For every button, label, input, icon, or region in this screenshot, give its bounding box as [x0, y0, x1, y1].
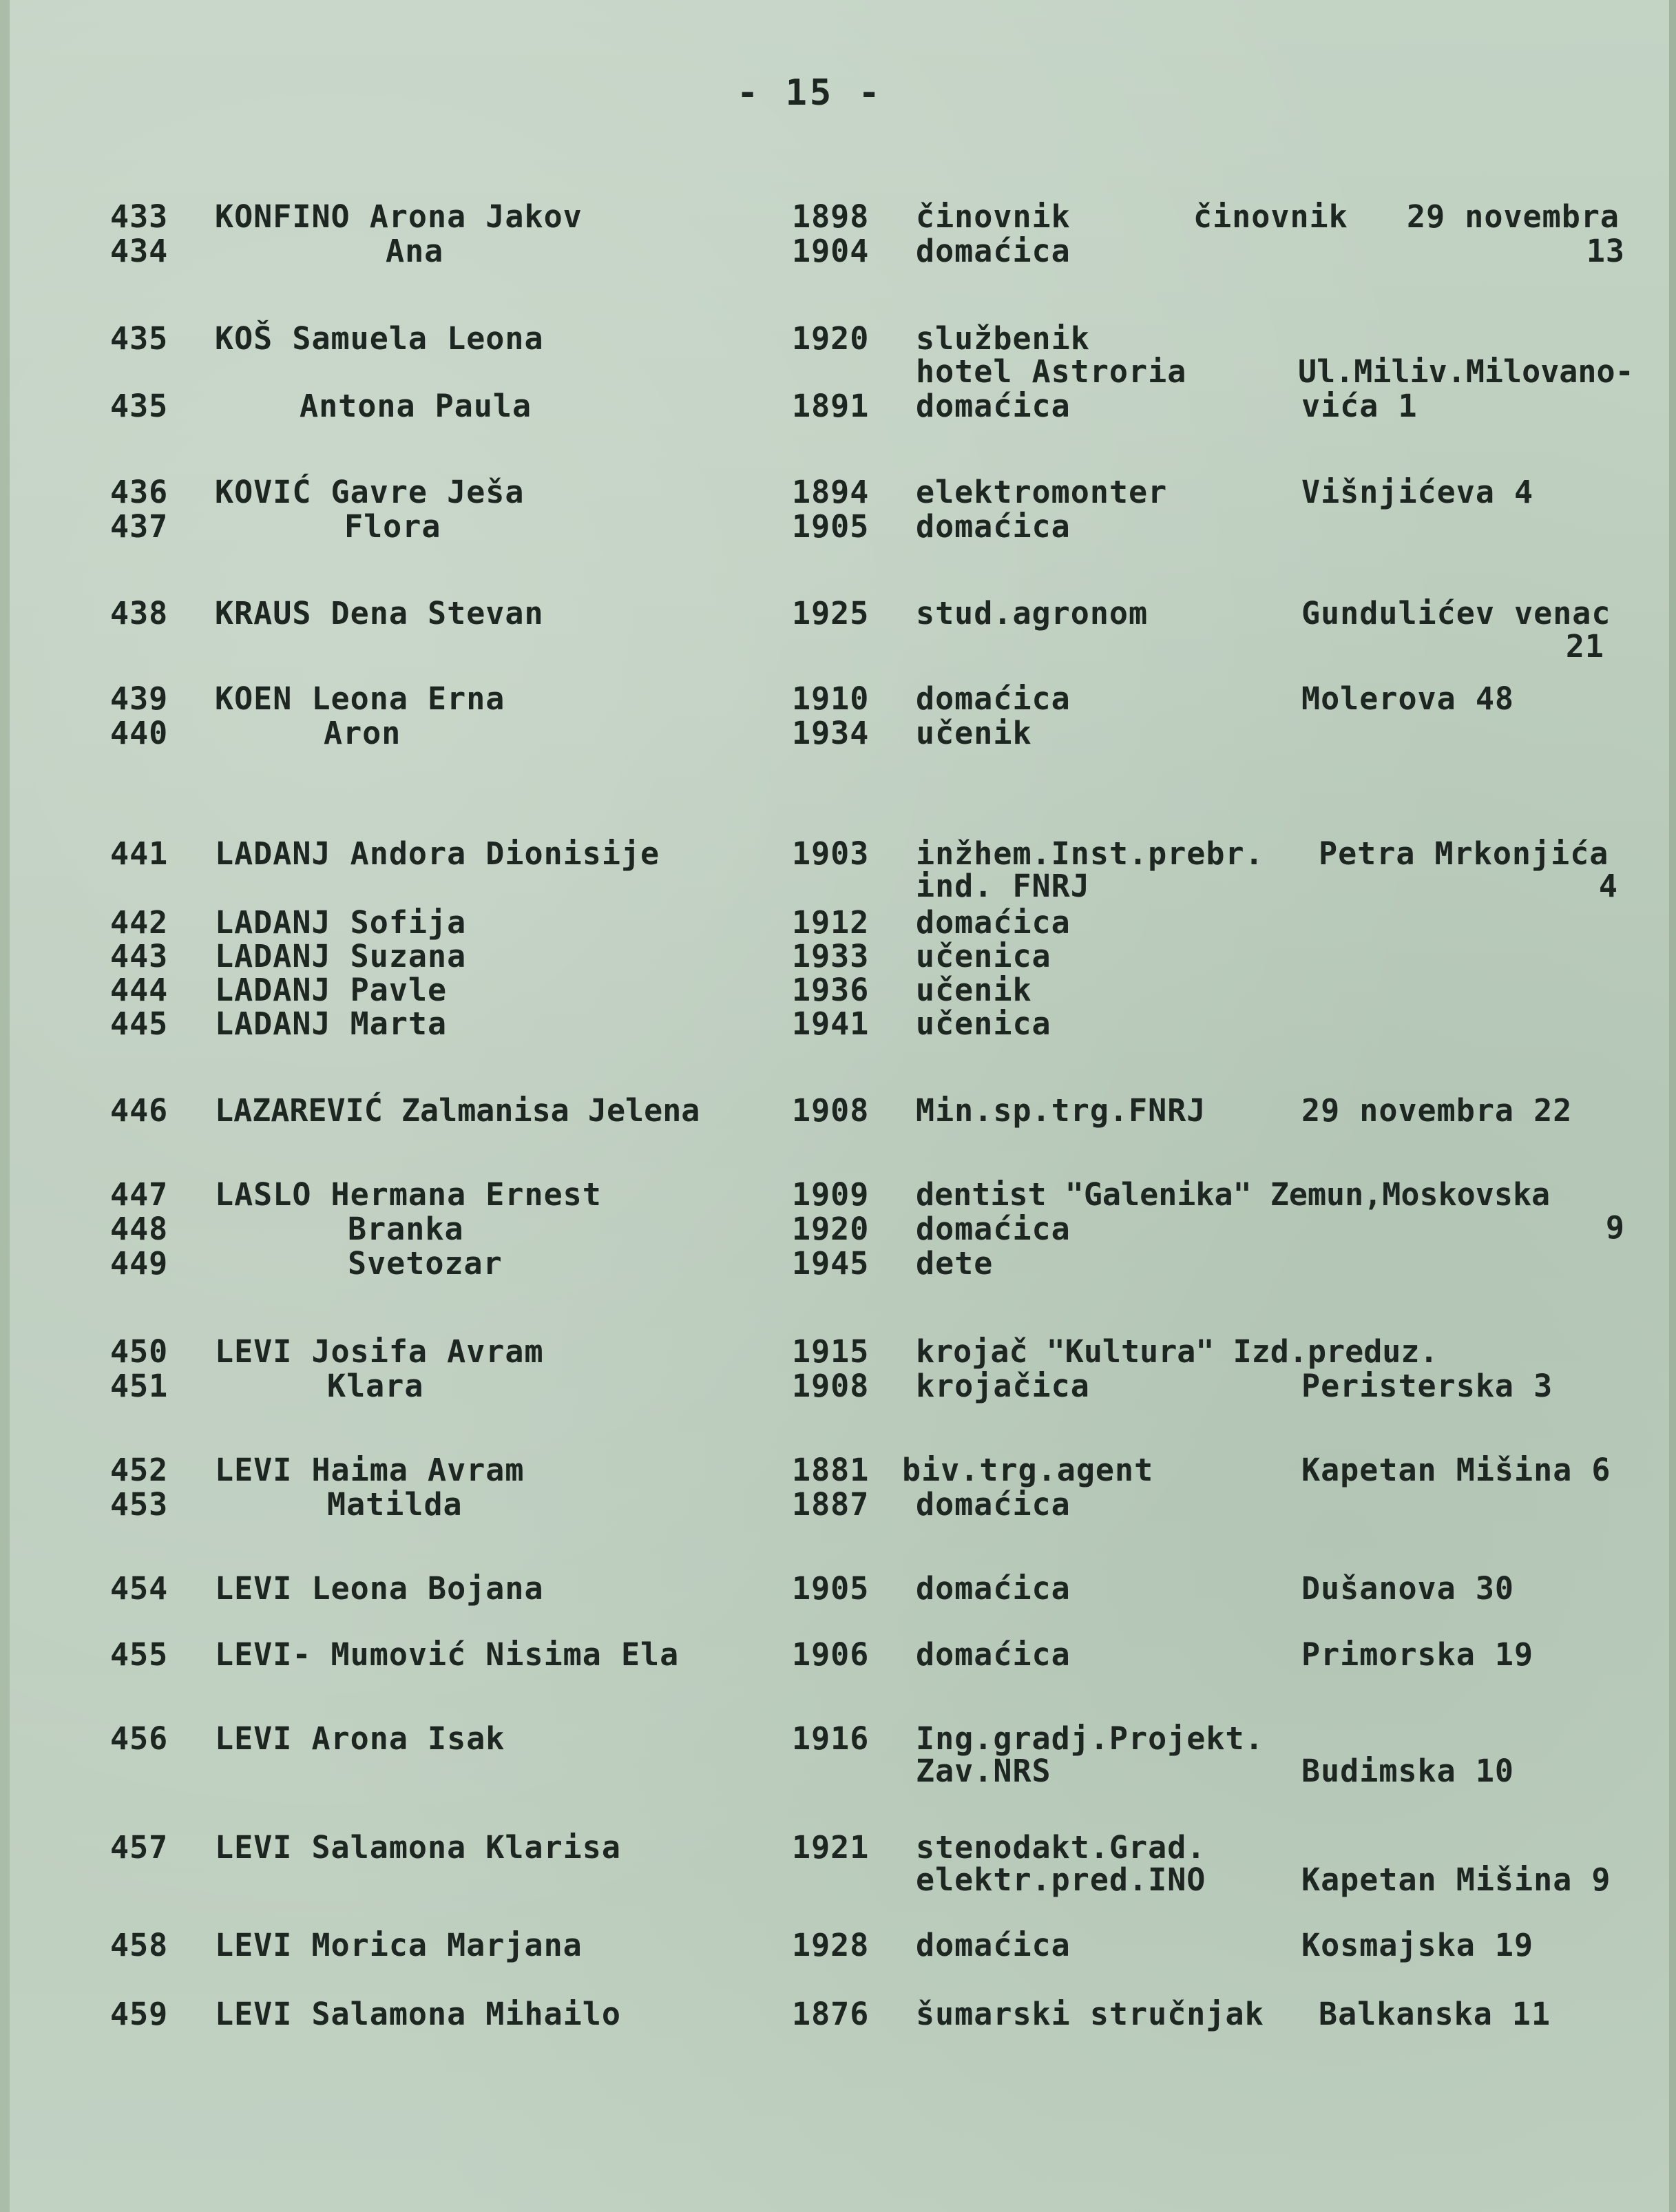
entry-address-line-2: 4: [1598, 868, 1618, 904]
entry-name: KONFINO Arona Jakov: [215, 198, 583, 235]
entry-year: 1916: [792, 1720, 870, 1757]
entry-occupation: učenik: [916, 972, 1032, 1008]
entry-year: 1903: [792, 835, 870, 872]
entry-number: 436: [110, 474, 169, 510]
entry-occupation: krojačica: [916, 1368, 1090, 1404]
entry-occupation: domaćica: [916, 1211, 1071, 1247]
entry-number: 449: [110, 1245, 169, 1282]
entry-number: 458: [110, 1927, 169, 1963]
entry-occupation: Min.sp.trg.FNRJ: [916, 1092, 1206, 1129]
entry-address: Ul.Miliv.Milovano-: [1298, 353, 1634, 390]
entry-occupation: učenica: [916, 938, 1051, 974]
entry-occupation: domaćica: [916, 1486, 1071, 1523]
entry-name: LEVI Salamona Mihailo: [215, 1996, 621, 2032]
entry-address: Kapetan Mišina 9: [1301, 1861, 1611, 1898]
entry-year: 1933: [792, 938, 870, 974]
entry-name: LEVI Arona Isak: [215, 1720, 505, 1757]
entry-number: 456: [110, 1720, 169, 1757]
entry-number: 434: [110, 233, 169, 269]
entry-address-line-2: 21: [1565, 628, 1604, 665]
entry-number: 451: [110, 1368, 169, 1404]
entry-name: LASLO Hermana Ernest: [215, 1176, 602, 1213]
entry-name: Klara: [327, 1368, 424, 1404]
entry-year: 1891: [792, 388, 870, 424]
entry-name: LEVI Haima Avram: [215, 1452, 525, 1488]
entry-year: 1908: [792, 1368, 870, 1404]
entry-occupation: dentist "Galenika" Zemun,Moskovska: [916, 1176, 1551, 1213]
entry-year: 1904: [792, 233, 870, 269]
entry-occupation: elektromonter: [916, 474, 1168, 510]
entry-occupation: domaćica: [916, 1927, 1071, 1963]
entry-name: Ana: [386, 233, 444, 269]
entry-number: 454: [110, 1570, 169, 1607]
entry-occupation: službenik: [916, 320, 1090, 357]
entry-name: LEVI Josifa Avram: [215, 1333, 544, 1370]
entry-occupation-line-2: hotel Astroria: [916, 353, 1187, 390]
entry-name: Flora: [344, 508, 441, 545]
entry-name: LEVI Salamona Klarisa: [215, 1829, 621, 1866]
entry-occupation: učenica: [916, 1005, 1051, 1042]
scan-edge-left: [0, 0, 10, 2212]
entry-year: 1881: [792, 1452, 870, 1488]
entry-name: Branka: [348, 1211, 464, 1247]
entry-address: 29 novembra 22: [1301, 1092, 1573, 1129]
entry-address: Petra Mrkonjića: [1319, 835, 1609, 872]
entry-name: Aron: [324, 715, 401, 751]
entry-address: Dušanova 30: [1301, 1570, 1515, 1607]
entry-year: 1898: [792, 198, 870, 235]
entry-year: 1912: [792, 904, 870, 941]
entry-year: 1915: [792, 1333, 870, 1370]
entry-number: 440: [110, 715, 169, 751]
entry-number: 445: [110, 1005, 169, 1042]
entry-number: 444: [110, 972, 169, 1008]
entry-name: Svetozar: [348, 1245, 503, 1282]
entry-name: LADANJ Marta: [215, 1005, 448, 1042]
entry-number: 450: [110, 1333, 169, 1370]
entry-name: KRAUS Dena Stevan: [215, 595, 544, 632]
entry-number: 448: [110, 1211, 169, 1247]
entry-name: KOEN Leona Erna: [215, 680, 505, 717]
entry-address: vića 1: [1301, 388, 1418, 424]
entry-occupation: inžhem.Inst.prebr.: [916, 835, 1264, 872]
entry-occupation: Ing.gradj.Projekt.: [916, 1720, 1264, 1757]
entry-name: KOVIĆ Gavre Ješa: [215, 474, 525, 510]
entry-address-line-2: 9: [1605, 1209, 1625, 1246]
entry-number: 446: [110, 1092, 169, 1129]
entry-name: LEVI Morica Marjana: [215, 1927, 583, 1963]
entry-number: 447: [110, 1176, 169, 1213]
entry-year: 1921: [792, 1829, 870, 1866]
entry-number: 457: [110, 1829, 169, 1866]
entry-occupation: biv.trg.agent: [902, 1452, 1154, 1488]
entry-occupation: domaćica: [916, 233, 1071, 269]
entry-number: 438: [110, 595, 169, 632]
entry-occupation: šumarski stručnjak: [916, 1996, 1264, 2032]
entry-year: 1925: [792, 595, 870, 632]
entry-occupation: stenodakt.Grad.: [916, 1829, 1206, 1866]
entry-occupation: krojač "Kultura" Izd.preduz.: [916, 1333, 1438, 1370]
entry-year: 1909: [792, 1176, 870, 1213]
entry-year: 1905: [792, 508, 870, 545]
entry-number: 459: [110, 1996, 169, 2032]
entry-occupation: domaćica: [916, 388, 1071, 424]
entry-year: 1920: [792, 320, 870, 357]
entry-occupation: činovnik: [916, 198, 1071, 235]
entry-year: 1905: [792, 1570, 870, 1607]
entry-year: 1936: [792, 972, 870, 1008]
entry-address: Budimska 10: [1301, 1753, 1515, 1789]
entry-number: 443: [110, 938, 169, 974]
entry-address: 29 novembra: [1407, 198, 1620, 235]
entry-number: 435: [110, 388, 169, 424]
entry-number: 437: [110, 508, 169, 545]
entry-address: Gundulićev venac: [1301, 595, 1611, 632]
entry-occupation: učenik: [916, 715, 1032, 751]
entry-occupation: domaćica: [916, 680, 1071, 717]
entry-year: 1908: [792, 1092, 870, 1129]
entry-number: 455: [110, 1636, 169, 1673]
entry-address: 13: [1586, 233, 1625, 269]
entry-year: 1934: [792, 715, 870, 751]
page-number: - 15 -: [737, 72, 883, 114]
entry-number: 441: [110, 835, 169, 872]
entry-address: Višnjićeva 4: [1301, 474, 1534, 510]
entry-number: 433: [110, 198, 169, 235]
entry-address: Kosmajska 19: [1301, 1927, 1534, 1963]
entry-address: Molerova 48: [1301, 680, 1515, 717]
entry-name: LEVI- Mumović Nisima Ela: [215, 1636, 680, 1673]
entry-occupation: domaćica: [916, 904, 1071, 941]
entry-name: Antona Paula: [300, 388, 532, 424]
entry-year: 1894: [792, 474, 870, 510]
entry-number: 435: [110, 320, 169, 357]
entry-year: 1928: [792, 1927, 870, 1963]
entry-name: LADANJ Andora Dionisije: [215, 835, 660, 872]
entry-number: 442: [110, 904, 169, 941]
entry-name: Matilda: [327, 1486, 463, 1523]
entry-year: 1910: [792, 680, 870, 717]
entry-name: LADANJ Suzana: [215, 938, 467, 974]
entry-employer: činovnik: [1193, 198, 1348, 235]
entry-address: Primorska 19: [1301, 1636, 1534, 1673]
entry-name: KOŠ Samuela Leona: [215, 320, 544, 357]
entry-occupation: stud.agronom: [916, 595, 1149, 632]
scan-edge-right: [1669, 0, 1676, 2212]
entry-occupation-line-2: elektr.pred.INO: [916, 1861, 1206, 1898]
entry-number: 452: [110, 1452, 169, 1488]
entry-address: Balkanska 11: [1319, 1996, 1551, 2032]
entry-name: LAZAREVIĆ Zalmanisa Jelena: [215, 1092, 700, 1129]
entry-occupation: domaćica: [916, 508, 1071, 545]
entry-year: 1887: [792, 1486, 870, 1523]
entry-address: Peristerska 3: [1301, 1368, 1553, 1404]
entry-number: 453: [110, 1486, 169, 1523]
entry-address: Kapetan Mišina 6: [1301, 1452, 1611, 1488]
entry-occupation: domaćica: [916, 1636, 1071, 1673]
entry-name: LADANJ Pavle: [215, 972, 448, 1008]
entry-year: 1906: [792, 1636, 870, 1673]
entry-year: 1945: [792, 1245, 870, 1282]
entry-occupation: domaćica: [916, 1570, 1071, 1607]
entry-year: 1876: [792, 1996, 870, 2032]
entry-occupation-line-2: ind. FNRJ: [916, 868, 1090, 904]
entry-name: LEVI Leona Bojana: [215, 1570, 544, 1607]
entry-year: 1920: [792, 1211, 870, 1247]
entry-occupation-line-2: Zav.NRS: [916, 1753, 1051, 1789]
entry-number: 439: [110, 680, 169, 717]
entry-name: LADANJ Sofija: [215, 904, 467, 941]
entry-occupation: dete: [916, 1245, 994, 1282]
entry-year: 1941: [792, 1005, 870, 1042]
